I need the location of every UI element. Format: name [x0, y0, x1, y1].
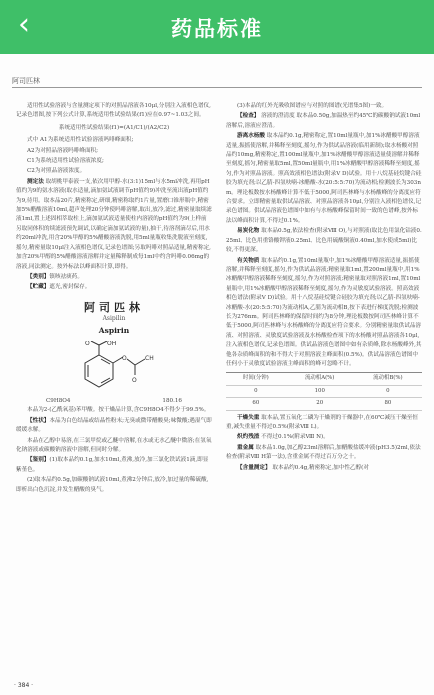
- paragraph: [16, 456, 212, 475]
- header-rule: [12, 87, 422, 88]
- paragraph: (3)本品的红外光吸收图谱应与对照的图谱(光谱集5图)一致。: [237, 103, 388, 109]
- paragraph: 本品在乙醇中易溶,在三氯甲烷或乙醚中溶解,在水或无水乙醚中微溶;在氢氧化钠溶液或碳酸钠溶液中溶解,但同时分解。: [16, 437, 212, 453]
- svg-text:OH: OH: [107, 340, 117, 347]
- molecular-formula-row: [16, 397, 212, 406]
- section-label: 【检查】: [237, 113, 260, 120]
- paragraph-text: 取胡桃甲泰液一支,依次用甲醇-水(3:1)15ml与水5ml冲洗,再用pH值约为9的氨水溶液(取水适量,滴加氨试液调节pH值约9)冲洗至流出液pH值约为9,待用。取本品20片,精密称定,研细,精密称取约1片量,置磨口锥形瓶中,精密加5%醋酸溶液10ml,超声处理20分钟使吗啡溶解,取出,放冷,滤过,精密量取续滤液1ml,置上述固相萃取柱上,滴加氨试液适量使柱内溶液的pH值约为9(上样前另取同体积的续滤液预先调试,以确定滴加氨试液的量),抽干,待溶剂滴尽后,用水约20ml冲洗,用含20%甲醇的5%醋酸溶液洗脱,用5ml量瓶收集洗脱液至刻度,摇匀,精密量取10μl注入液相色谱仪,记录色谱图;另取吗啡对照品适量,精密称定,加含20%甲醇的5%醋酸溶液溶解并定量稀释制成每1ml中约含吗啡0.06mg的溶液,同法测定。按外标法以峰面积计算,即得。: [16, 178, 212, 270]
- molecular-weight: 180.16: [162, 397, 182, 404]
- table-cell: 60: [226, 398, 286, 410]
- table-cell: 0: [226, 385, 286, 397]
- monograph-title: 阿司匹林: [84, 300, 144, 314]
- paragraph-text: 本品为白色结晶或结晶性粉末;无臭或微带醋酸臭;味微酸;遇湿气即缓缓水解。: [16, 417, 212, 434]
- app-title: 药品标准: [171, 17, 263, 41]
- section-label: 游离水杨酸: [237, 133, 265, 140]
- svg-text:O: O: [132, 376, 137, 384]
- running-head: 阿司匹林: [12, 77, 40, 85]
- section-label: 【贮藏】: [27, 284, 50, 291]
- chemical-structure-image: [69, 341, 159, 395]
- paragraph: [226, 227, 422, 255]
- page-number: · 384 ·: [14, 682, 34, 689]
- table-cell: 100: [286, 385, 354, 397]
- paragraph-text: 取本品约0.4g,精密称定,加中性乙醇(对: [272, 464, 369, 471]
- paragraph: [226, 414, 422, 433]
- paragraph: C2为对照品溶液浓度。: [27, 168, 86, 175]
- section-label: 干燥失重: [237, 414, 260, 421]
- chevron-left-icon: ‹: [18, 7, 30, 42]
- paragraph-text: 遮光,密封保存。: [49, 284, 91, 291]
- paragraph: [226, 257, 422, 370]
- formula: 系统适用性试验结果(f1)=(A1/C1)/(A2/C2): [58, 124, 170, 131]
- paragraph-text: 镇咳祛痰药。: [49, 273, 83, 280]
- paragraph-text: 取本品,置五氧化二磷为干燥剂的干燥器中,在60℃减压干燥至恒重,减失重量不得过0.5%(附录Ⅷ L)。: [226, 414, 418, 430]
- paragraph: 本品为2-(乙酰氧基)苯甲酸。按干燥品计算,含C9H8O4不得少于99.5%。: [27, 407, 210, 414]
- paragraph-text: 不得过0.1%(附录Ⅷ N)。: [261, 434, 329, 441]
- table-row: [226, 385, 422, 397]
- paragraph: [16, 283, 212, 292]
- svg-text:O: O: [85, 340, 90, 347]
- molecular-formula: C9H8O4: [46, 397, 71, 404]
- paragraph: [226, 464, 422, 473]
- table-header: 时间(分钟): [226, 373, 286, 385]
- section-label: 【含量测定】: [237, 464, 271, 471]
- table-header: 流动相A(%): [286, 373, 354, 385]
- paragraph: [226, 112, 422, 131]
- section-label: 【性状】: [27, 417, 50, 424]
- monograph-pinyin: Asipilin: [102, 315, 126, 323]
- paragraph-text: 取本品1.0g,加乙醇23ml溶解后,加醋酸盐缓冲液(pH3.5)2ml,依法检查(附录Ⅷ H第一法),含重金属不得过百万分之十。: [226, 444, 421, 461]
- paragraph-text: (1)取本品约0.1g,加水10ml,煮沸,放冷,加三氯化铁试液1滴,即显紫堇色。: [16, 457, 209, 473]
- right-column: [226, 102, 422, 474]
- paragraph: [16, 417, 212, 436]
- table-cell: 80: [354, 398, 422, 410]
- paragraph-text: 取本品约0.1g,精密称定,置10ml量瓶中,加1%冰醋酸甲醇溶液适量,振摇使溶解,并稀释至刻度,摇匀,作为供试品溶液(临用新制);取水杨酸对照品约10mg,精密称定,置100ml量瓶中,加1%冰醋酸甲醇溶液适量使溶解并稀释至刻度,摇匀,精密量取5ml,置50ml量瓶中,用1%冰醋酸甲醇溶液稀释至刻度,摇匀,作为对照品溶液。照高效液相色谱法(附录V D)试验。用十八烷基硅烷键合硅胶为填充剂;以乙腈-四氢呋喃-冰醋酸-水(20:5:5:70)为流动相;检测波长为303nm。理论板数按水杨酸峰计算不低于5000,阿司匹林峰与水杨酸峰的分离度应符合要求。立即精密量取供试品溶液、对照品溶液各10μl,分别注入液相色谱仪,记录色谱图。供试品溶液色谱图中如有与水杨酸峰保留时间一致的色谱峰,按外标法以峰面积计算,不得过0.1%。: [226, 133, 422, 224]
- section-label: 有关物质: [237, 257, 260, 264]
- section-label: 测定法: [27, 178, 44, 185]
- paragraph: A2为对照品溶液吗啡峰面积;: [27, 147, 99, 154]
- paragraph: [226, 444, 422, 463]
- top-app-bar: [0, 0, 434, 54]
- paragraph: C1为系统适用性试验溶液浓度;: [27, 158, 104, 165]
- monograph-latin: Aspirin: [98, 325, 130, 335]
- paragraph: (2)取本品约0.5g,加碳酸钠试液10ml,煮沸2分钟后,放冷,加过量的稀硫酸,即析出白色沉淀,并发生醋酸的臭气。: [16, 477, 209, 493]
- section-label: 易炭化物: [237, 228, 260, 235]
- section-label: 炽灼残渣: [237, 434, 260, 441]
- section-label: 重金属: [237, 444, 254, 451]
- paragraph: [16, 178, 212, 272]
- paragraph: 式中 A1为系统适用性试验溶液吗啡峰面积;: [27, 137, 134, 144]
- paragraph-text: 取本品约0.1g,置10ml量瓶中,加1%冰醋酸甲醇溶液适量,振摇使溶解,并稀释至刻度,摇匀,作为供试品溶液;精密量取1ml,置200ml量瓶中,用1%冰醋酸甲醇溶液稀释至刻度,摇匀,作为对照溶液;精密量取对照溶液1ml,置10ml量瓶中,用1%冰醋酸甲醇溶液稀释至刻度,摇匀,作为灵敏度试验溶液。照高效液相色谱法(附录V D)试验。用十八烷基硅烷键合硅胶为填充剂;以乙腈-四氢呋喃-冰醋酸-水(20:5:5:70)为流动相A,乙腈为流动相B,按下表进行梯度洗脱;检测波长为276nm。阿司匹林峰的保留时间约为8分钟,理论板数按阿司匹林峰计算不低于5000,阿司匹林峰与水杨酸峰的分离度应符合要求。分别精密量取供试品溶液、对照溶液、灵敏度试验溶液及水杨酸检查项下的水杨酸对照品溶液各10μl,注入液相色谱仪,记录色谱图。供试品溶液色谱图中如有杂质峰,除水杨酸峰外,其他各杂质峰面积的和不得大于对照溶液主峰面积(0.5%)。供试品溶液色谱图中任何小于灵敏度试验溶液主峰面积的峰可忽略不计。: [226, 257, 422, 367]
- section-label: 【类别】: [27, 273, 50, 280]
- paragraph: [226, 433, 422, 442]
- paragraph-text: 溶液的澄清度 取本品0.50g,加温热至约45℃的碳酸钠试液10ml溶解后,溶液应澄清。: [226, 113, 421, 129]
- paragraph-text: 取本品0.5g,依法检查(附录Ⅷ O),与对照液(取比色用氯化钴液0.25ml、比色用重铬酸钾液0.25ml、比色用硫酸铜液0.40ml,加水使成5ml)比较,不得更深。: [226, 228, 422, 254]
- gradient-table: [226, 372, 422, 410]
- paragraph: 适用性试验溶液与含量测定项下的对照品溶液各10μl,分别注入液相色谱仪,记录色谱图,按下列公式计算,系统适用性试验结果(f1)应在0.97~1.03之间。: [16, 103, 211, 119]
- table-header-row: [226, 373, 422, 385]
- table-cell: 0: [354, 385, 422, 397]
- table-row: [226, 398, 422, 410]
- left-column: [16, 102, 212, 496]
- table-cell: 20: [286, 398, 354, 410]
- paragraph: [226, 132, 422, 226]
- svg-text:O: O: [122, 354, 127, 362]
- document-page[interactable]: [0, 54, 434, 695]
- paragraph: [16, 273, 212, 282]
- svg-text:CH: CH: [145, 354, 154, 362]
- table-header: 流动相B(%): [354, 373, 422, 385]
- section-label: 【鉴别】: [27, 457, 50, 464]
